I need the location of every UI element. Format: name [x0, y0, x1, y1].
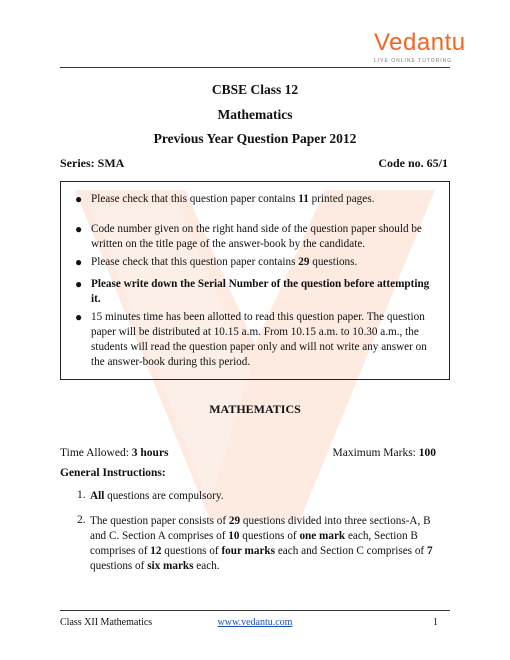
notice-item-pages: Please check that this question paper contains 11 printed pages.	[91, 193, 375, 205]
bullet-icon: ●	[75, 255, 83, 269]
series-label: Series: SMA	[60, 156, 125, 170]
notice-box	[60, 181, 450, 380]
bullet-icon: ●	[75, 277, 83, 291]
bullet-icon: ●	[75, 310, 83, 324]
code-number-label: Code no. 65/1	[378, 156, 448, 170]
general-instructions-heading: General Instructions:	[60, 467, 166, 479]
maximum-marks: Maximum Marks: 100	[332, 447, 436, 459]
header-divider	[60, 67, 450, 68]
footer-website-link[interactable]: www.vedantu.com	[217, 617, 293, 628]
bullet-icon: ●	[75, 192, 83, 206]
notice-item-serial-number: Please write down the Serial Number of the question before attempting it.	[91, 278, 430, 305]
instruction-item: The question paper consists of 29 questions divided into three sections-A, B and C. Section A comprises of 10 questions of one mark each, Section B comprises of 12 questions of four marks each and Section C comprises of 7 questions of six marks each.	[90, 515, 433, 572]
vedantu-logo	[374, 30, 474, 64]
footer-class-label: Class XII Mathematics	[60, 617, 153, 628]
notice-item-reading-time: 15 minutes time has been allotted to read this question paper. The question paper will be distributed at 10.15 a.m. From 10.15 a.m. to 10.30 a.m., the students will read the question paper only and will not write any answer on the answer-book during this period.	[91, 311, 427, 368]
logo-tagline: LIVE ONLINE TUTORING	[374, 58, 453, 64]
instruction-number: 2.	[77, 514, 86, 526]
instruction-item: All questions are compulsory.	[90, 490, 224, 502]
bullet-icon: ●	[75, 222, 83, 236]
paper-subject-title: Mathematics	[217, 107, 293, 122]
notice-item-questions: Please check that this question paper contains 29 questions.	[91, 256, 358, 268]
logo-wordmark: Vedantu	[374, 29, 466, 56]
section-title: MATHEMATICS	[209, 402, 301, 416]
time-allowed: Time Allowed: 3 hours	[60, 447, 169, 459]
instruction-number: 1.	[77, 489, 86, 501]
page-number: 1	[433, 617, 438, 628]
paper-class-title: CBSE Class 12	[211, 82, 299, 97]
paper-year-title: Previous Year Question Paper 2012	[153, 131, 357, 146]
footer-divider	[60, 610, 450, 611]
notice-item-code-number: Code number given on the right hand side of the question paper should be written on the title page of the answer-book by the candidate.	[91, 223, 422, 250]
